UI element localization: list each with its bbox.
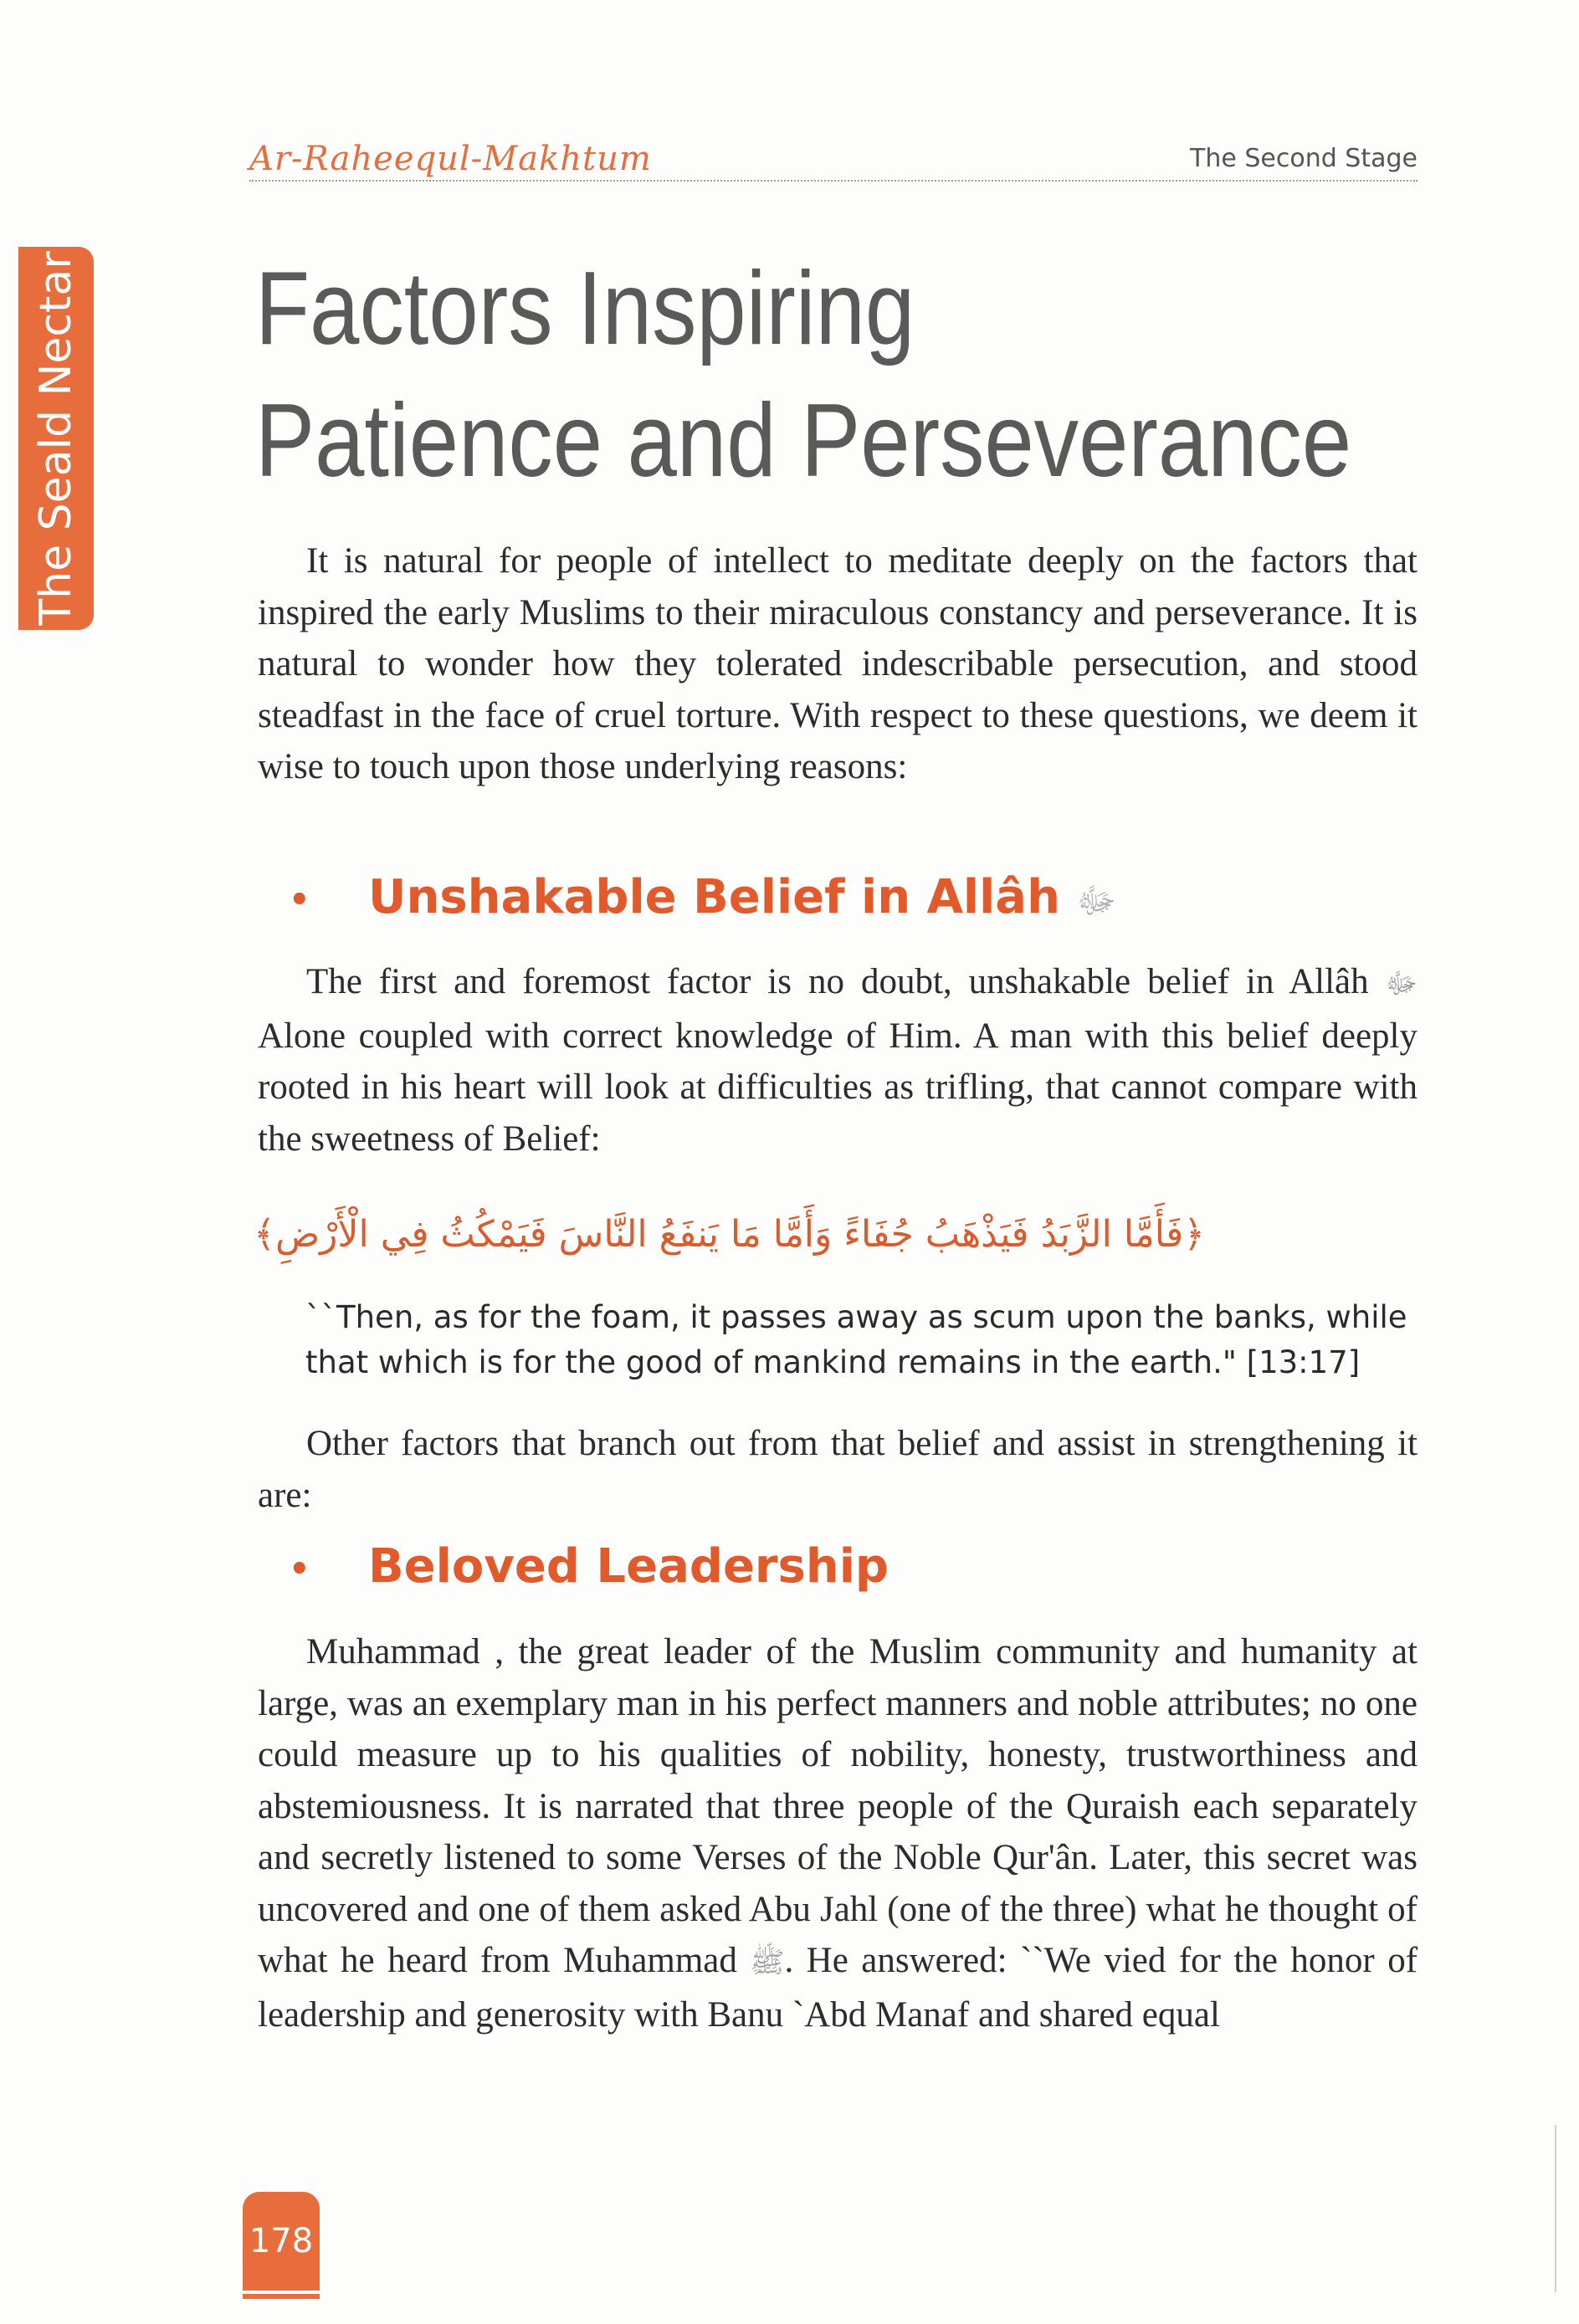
chapter-title-line-2: Patience and Perseverance	[255, 383, 1352, 499]
section-heading-text: Beloved Leadership	[368, 1539, 889, 1594]
bullet-icon: •	[289, 1549, 310, 1589]
chapter-title	[255, 243, 1352, 507]
belief-paragraph	[258, 956, 1418, 1165]
side-tab-label: The Seald Nectar	[31, 251, 81, 626]
belief-paragraph-text: The first and foremost factor is no doubt, unshakable belief in Allâh	[306, 962, 1369, 1001]
page-edge-line	[1555, 2125, 1556, 2292]
side-tab	[18, 247, 94, 630]
leadership-paragraph-text: Muhammad , the great leader of the Muslim community and humanity at large, was an exemplary man in his perfect manners and noble attributes; no one could measure up to his qualities of nobility, honesty, trustworthiness and abstemiousness. It is narrated that three people of the Quraish each separately and secretly listened to some Verses of the Noble Qur'ân. Later, this secret was uncovered and one of them asked Abu Jahl (one of the three) what he thought of what he heard from Muhammad	[258, 1632, 1418, 1980]
bullet-icon: •	[289, 880, 310, 919]
page-number-underline	[243, 2294, 320, 2299]
page-number: 178	[243, 2192, 320, 2291]
section-heading-leadership	[289, 1539, 889, 1594]
leadership-paragraph-text-2: . He answered: ``We vied for the honor of leadership and generosity with Banu `Abd Manaf and shared equal	[258, 1941, 1418, 2035]
running-head: The Second Stage	[1190, 144, 1418, 173]
honorific-glyph: ﷻ	[1076, 880, 1116, 921]
chapter-title-line-1: Factors Inspiring	[255, 251, 915, 366]
honorific-glyph: ﷻ	[1385, 969, 1418, 1000]
page-header	[249, 130, 1418, 182]
intro-paragraph: It is natural for people of intellect to meditate deeply on the factors that inspired the early Muslims to their miraculous constancy and perseverance. It is natural to wonder how they tolerated indescribable persecution, and stood steadfast in the face of cruel torture. With respect to these questions, we deem it wise to touch upon those underlying reasons:	[258, 541, 1418, 786]
section-heading-text: Unshakable Belief in Allâh	[368, 870, 1060, 924]
bridge-paragraph: Other factors that branch out from that belief and assist in strengthening it are:	[258, 1424, 1418, 1515]
verse-translation: ``Then, as for the foam, it passes away as scum upon the banks, while that which is for the good of mankind remains in the earth." [13:17]	[305, 1299, 1407, 1380]
quran-verse-arabic: ﴿فَأَمَّا الزَّبَدُ فَيَذْهَبُ جُفَاءً وَأَمَّا مَا يَنفَعُ النَّاسَ فَيَمْكُثُ فِي الْأَرْضِ﴾	[254, 1213, 1205, 1256]
leadership-paragraph	[258, 1626, 1418, 2040]
book-title: Ar-Raheequl-Makhtum	[249, 140, 652, 178]
honorific-glyph: ﷺ	[750, 1948, 785, 1978]
belief-paragraph-text-2: Alone coupled with correct knowledge of Him. A man with this belief deeply rooted in his heart will look at difficulties as trifling, that cannot compare with the sweetness of Belief:	[258, 1016, 1418, 1159]
section-heading-belief	[289, 870, 1116, 930]
